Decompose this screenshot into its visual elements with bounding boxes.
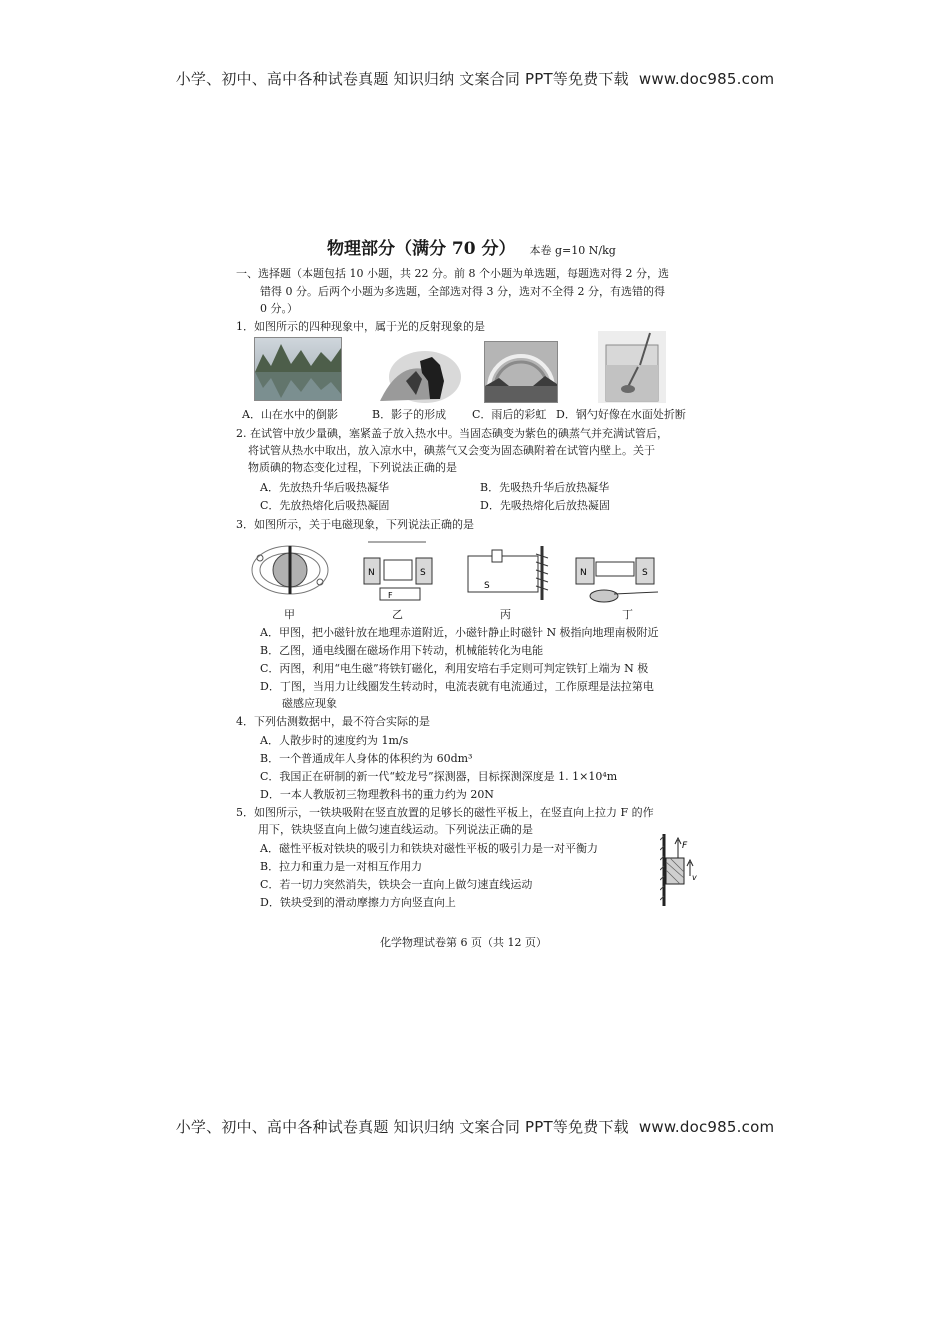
- q1-option-b: B．影子的形成: [372, 408, 447, 421]
- q2-line-2: 将试管从热水中取出，放入凉水中，碘蒸气又会变为固态碘附着在试管内壁上。关于: [248, 444, 655, 457]
- q5-option-d: D．铁块受到的滑动摩擦力方向竖直向上: [260, 896, 456, 909]
- force-f-label: F: [388, 591, 393, 600]
- exam-title-text: 物理部分（满分 70 分）: [327, 239, 516, 259]
- q1-photo-mountain-reflection: [254, 337, 342, 401]
- q3-stem: 3．如图所示，关于电磁现象，下列说法正确的是: [236, 518, 474, 531]
- generator-s-label: S: [642, 568, 648, 578]
- q1-option-d: D．钢勺好像在水面处折断: [556, 408, 686, 421]
- q3-fig-label-ding: 丁: [622, 608, 633, 621]
- q3-option-a: A．甲图，把小磁针放在地理赤道附近，小磁针静止时磁针 N 极指向地理南极附近: [260, 626, 659, 639]
- q4-option-a: A．人散步时的速度约为 1m/s: [260, 734, 409, 747]
- q1-photo-spoon-in-water: [598, 331, 666, 403]
- q4-option-d: D．一本人教版初三物理教科书的重力约为 20N: [260, 788, 494, 801]
- q4-option-b: B．一个普通成年人身体的体积约为 60dm³: [260, 752, 473, 765]
- section-line-1: 一、选择题（本题包括 10 小题，共 22 分。前 8 个小题为单选题，每题选对得 2 分，选: [236, 267, 669, 280]
- q1-option-c: C．雨后的彩虹: [472, 408, 547, 421]
- q3-option-d: D．丁图，当用力让线圈发生转动时，电流表就有电流通过，工作原理是法拉第电: [260, 680, 654, 693]
- force-f-text: F: [682, 841, 688, 851]
- magnet-n-label: N: [368, 568, 375, 578]
- banner-text-bottom: 小学、初中、高中各种试卷真题 知识归纳 文案合同 PPT等免费下载: [175, 1118, 629, 1136]
- q2-option-a: A．先放热升华后吸热凝华: [260, 481, 389, 494]
- q3-figure-yi-motor: [362, 536, 444, 604]
- q4-stem: 4．下列估测数据中，最不符合实际的是: [236, 715, 430, 728]
- q3-option-c: C．丙图，利用“电生磁”将铁钉磁化，利用安培右手定则可判定铁钉上端为 N 极: [260, 662, 649, 675]
- page-footer: 化学物理试卷第 6 页（共 12 页）: [380, 936, 547, 949]
- exam-title: [327, 234, 616, 259]
- section-line-3: 0 分。）: [260, 302, 298, 315]
- gravity-note: 本卷 g=10 N/kg: [529, 244, 616, 257]
- q5-stem: [236, 804, 710, 838]
- q2-option-d: D．先吸热熔化后放热凝固: [480, 499, 610, 512]
- q5-option-b: B．拉力和重力是一对相互作用力: [260, 860, 423, 873]
- q3-fig-label-yi: 乙: [392, 608, 403, 621]
- magnet-s-label: S: [420, 568, 426, 578]
- q3-fig-label-jia: 甲: [284, 608, 295, 621]
- generator-n-label: N: [580, 568, 587, 578]
- top-banner: [0, 68, 950, 89]
- q1-photo-rainbow: [484, 341, 558, 403]
- q5-line-2: 用下，铁块竖直向上做匀速直线运动。下列说法正确的是: [258, 823, 533, 836]
- q3-option-d-cont: 磁感应现象: [282, 697, 337, 710]
- q1-option-a: A．山在水中的倒影: [242, 408, 338, 421]
- q5-figure-magnetic-plate: [660, 832, 700, 908]
- q1-photo-shadow-play: [370, 351, 462, 403]
- q2-option-b: B．先吸热升华后放热凝华: [480, 481, 610, 494]
- q1-stem: 1．如图所示的四种现象中，属于光的反射现象的是: [236, 320, 485, 333]
- switch-s-label: S: [484, 581, 490, 591]
- q2-line-3: 物质碘的物态变化过程，下列说法正确的是: [248, 461, 457, 474]
- q2-stem: [236, 425, 710, 476]
- banner-text: 小学、初中、高中各种试卷真题 知识归纳 文案合同 PPT等免费下载: [175, 70, 629, 88]
- bottom-banner: [0, 1116, 950, 1137]
- q3-figure-ding-generator: [574, 536, 668, 606]
- banner-url-bottom[interactable]: www.doc985.com: [638, 1118, 775, 1136]
- velocity-v-text: v: [692, 873, 697, 882]
- section-1-instructions: [236, 265, 706, 318]
- section-line-2: 错得 0 分。后两个小题为多选题，全部选对得 3 分，选对不全得 2 分，有选错的得: [260, 284, 665, 298]
- q3-figure-jia-earth-field: [248, 538, 332, 602]
- q5-option-c: C．若一切力突然消失，铁块会一直向上做匀速直线运动: [260, 878, 533, 891]
- q5-line-1: 5．如图所示，一铁块吸附在竖直放置的足够长的磁性平板上，在竖直向上拉力 F 的作: [236, 806, 654, 819]
- exam-scan: [232, 228, 714, 958]
- q3-option-b: B．乙图，通电线圈在磁场作用下转动，机械能转化为电能: [260, 644, 544, 657]
- q2-line-1: 2. 在试管中放少量碘，塞紧盖子放入热水中。当固态碘变为紫色的碘蒸气并充满试管后，: [236, 427, 668, 440]
- q3-fig-label-bing: 丙: [500, 608, 511, 621]
- q2-option-c: C．先放热熔化后吸热凝固: [260, 499, 390, 512]
- banner-url[interactable]: www.doc985.com: [638, 70, 775, 88]
- q5-option-a: A．磁性平板对铁块的吸引力和铁块对磁性平板的吸引力是一对平衡力: [260, 842, 598, 855]
- q3-figure-bing-electromagnet: [464, 540, 556, 604]
- q4-option-c: C．我国正在研制的新一代“蛟龙号”探测器，目标探测深度是 1. 1×10⁴m: [260, 770, 618, 783]
